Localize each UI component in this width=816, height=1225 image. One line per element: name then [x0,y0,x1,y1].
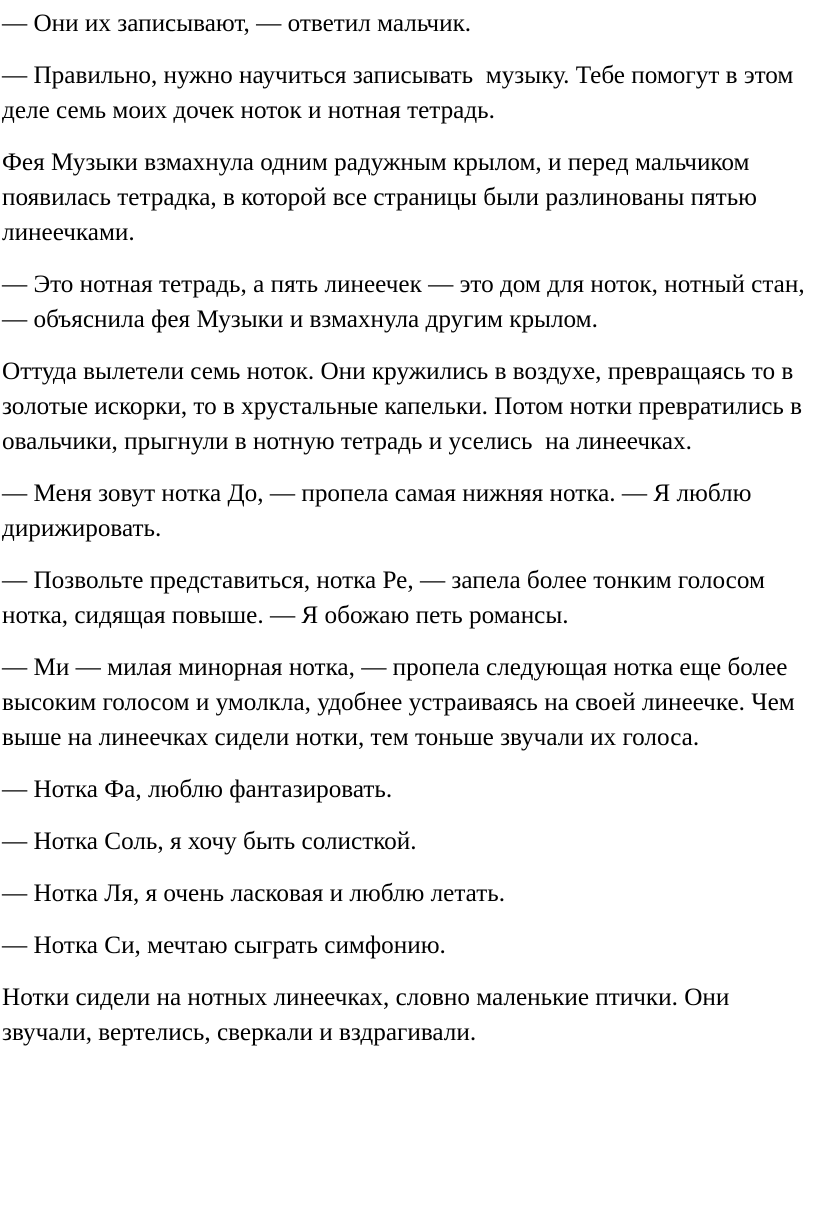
paragraph-13: Нотки сидели на нотных линеечках, словно маленькие птички. Они звучали, вертелись, сверкали и вздрагивали. [2,984,736,1046]
paragraph-4: — Это нотная тетрадь, а пять линеечек — это дом для ноток, нотный стан, — объяснила фея Музыки и взмахнула другим крылом. [2,271,811,333]
paragraph-6: — Меня зовут нотка До, — пропела самая нижняя нотка. — Я люблю дирижировать. [2,480,758,542]
paragraph-11: — Нотка Ля, я очень ласковая и люблю летать. [2,880,505,907]
paragraph-7: — Позвольте представиться, нотка Ре, — запела более тонким голосом нотка, сидящая повыше. — Я обожаю петь романсы. [2,567,772,629]
paragraph-5: Оттуда вылетели семь ноток. Они кружились в воздухе, превращаясь то в золотые искорки, то в хрустальные капельки. Потом нотки превратились в овальчики, прыгнули в нотную тетрадь и уселись на линеечках. [2,358,809,455]
paragraph-2: — Правильно, нужно научиться записывать музыку. Тебе помогут в этом деле семь моих дочек ноток и нотная тетрадь. [2,62,800,124]
paragraph-9: — Нотка Фа, люблю фантазировать. [2,776,393,803]
paragraph-3: Фея Музыки взмахнула одним радужным крылом, и перед мальчиком появилась тетрадка, в которой все страницы были разлинованы пятью линеечками. [2,149,764,246]
paragraph-10: — Нотка Соль, я хочу быть солисткой. [2,828,417,855]
paragraph-12: — Нотка Си, мечтаю сыграть симфонию. [2,932,446,959]
paragraph-8: — Ми — милая минорная нотка, — пропела следующая нотка еще более высоким голосом и умолкла, удобнее устраиваясь на своей линеечке. Чем выше на линеечках сидели нотки, тем тоньше звучали их голоса. [2,654,802,751]
paragraph-1: — Они их записывают, — ответил мальчик. [2,10,472,37]
